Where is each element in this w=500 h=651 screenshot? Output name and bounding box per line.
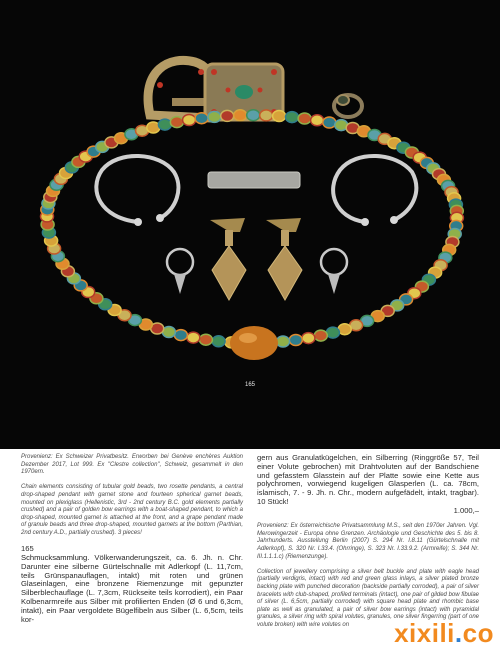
necklace-bead bbox=[286, 112, 299, 123]
necklace-bead bbox=[289, 335, 302, 346]
necklace-bead bbox=[338, 324, 351, 335]
mount-plate-icon bbox=[208, 172, 300, 188]
description-en: Chain elements consisting of tubular gold beads, two rosette pendants, a central drop-shaped pendant with garnet stone and fourteen spherical garnet beads, mounted on plexiglass (Hellenistic, 3rd - 2nd century B.C. gold elements partially crushed) and a pair of golden bow earrings with a boat-shaped pendant, to which a drop-shaped, mounted garnet is attached at the front, and a grape pendant made of granule beads and three drop-shaped, mounted garnets at the bottom (Parthian, 2nd century A.D., partially crushed). 3 pieces! bbox=[21, 484, 243, 536]
earring-icon bbox=[167, 249, 193, 294]
lot-title: Schmucksammlung. bbox=[21, 552, 90, 562]
right-column bbox=[257, 454, 479, 629]
necklace-bead bbox=[208, 111, 221, 122]
necklace-bead bbox=[187, 332, 200, 343]
lot-text: Völkerwanderungszeit, ca. 6. Jh. n. Chr. Darunter eine silberne Gürtelschnalle mit Adlerkopf (L. 11,7cm, teils Grünspanauflagen, intakt) mit roten und grünen Glaseinlagen, eine bronzene Riemenzunge mit gepunzter Silberblechauflage (L. 7,3cm, Rückseite teils korrodiert), ein Paar Kolbenarmreife aus Silber mit profilierten Enden (Ø 6 und 6,3cm, intakt), ein Paar vergoldete Bügelfibeln aus Silber (L. 6,5cm, teils kor- bbox=[21, 552, 243, 624]
fibula-icon bbox=[266, 218, 302, 300]
estimate-price: 1.000,– bbox=[453, 505, 479, 515]
necklace-bead bbox=[302, 333, 315, 344]
necklace-bead bbox=[326, 327, 339, 338]
bracelet-icon bbox=[96, 156, 178, 226]
necklace-pendant bbox=[230, 326, 278, 360]
necklace-bead bbox=[311, 115, 324, 126]
photo-lot-number: 165 bbox=[244, 382, 255, 388]
provenance-de: Provenienz: Ex Schweizer Privatbesitz. Erworben bei Genève enchères Auktion Dezember 2017, Lot 999. Ex "Clestre collection", Schweiz, gesammelt in den 1970ern. bbox=[21, 454, 243, 476]
left-column bbox=[21, 454, 243, 624]
necklace-bead bbox=[314, 330, 327, 341]
necklace-bead bbox=[158, 119, 171, 130]
necklace-bead bbox=[298, 113, 311, 124]
lot-number: 165 bbox=[21, 544, 34, 554]
necklace-bead bbox=[221, 110, 234, 121]
necklace-bead bbox=[199, 334, 212, 345]
watermark-logo: xixili.co bbox=[394, 618, 494, 648]
earring-icon bbox=[321, 249, 347, 294]
lot-text-continued: gern aus Granulatkügelchen, ein Silberring (Ringgröße 57, Teil einer Volute gebrochen) mit Drahtvoluten auf der Bandschiene und gefasstem Glasstein auf der Platte sowie eine Kette aus polychromen, vorwiegend kugeligen Glasperlen (L. ca. 78cm, islamisch, 7. - 9. Jh. n. Chr., modern aufgefädelt, intakt, tragbar). 10 Stück! bbox=[257, 453, 479, 506]
necklace-bead bbox=[174, 330, 187, 341]
provenance-de: Provenienz: Ex österreichische Privatsammlung M.S., seit den 1970er Jahren. Vgl. Merowingerzeit - Europa ohne Grenzen. Archäologie und Geschichte des 5. bis 8. Jahrhunderts. Ausstellung Berlin (2007) S. 294 Nr. I.8.11 (Gürtelschnalle mit Adlerkopf), S. 320 Nr. I.33.4. (Ohrringe), S. 323 Nr. I.33.9.2. (Armreife); S. 344 Nr. III.1.1.1.c) (Riemenzunge). bbox=[257, 523, 479, 560]
fibula-icon bbox=[210, 218, 246, 300]
ring-icon bbox=[334, 95, 362, 117]
bracelet-icon bbox=[333, 156, 416, 226]
necklace-bead bbox=[277, 336, 290, 347]
necklace-bead bbox=[170, 117, 183, 128]
necklace-bead bbox=[234, 110, 247, 121]
necklace-bead bbox=[260, 110, 273, 121]
bead-necklace-icon bbox=[41, 110, 464, 348]
necklace-bead bbox=[247, 110, 260, 121]
necklace-bead bbox=[195, 113, 208, 124]
necklace-bead bbox=[212, 336, 225, 347]
necklace-bead bbox=[273, 111, 286, 122]
description-en: Collection of jewellery comprising a silver belt buckle and plate with eagle head (partially verdigris, intact) with red and green glass inlays, a silver plated bronze backing plate with punched decoration (backside partially corroded), a pair of silver bracelets with club-shaped, profiled terminals (intact), one pair of gilded bow fibulae of silver (L. 6,5cm, partially corroded) with square head plate and rhombic base plate as well as granulated, a pair of silver bow earrings (intact) with pyramidal granules, a silver ring with spiral volutes, granules, one silver fingerring (part of one volute broken) with wire volutes on bbox=[257, 568, 479, 628]
necklace-bead bbox=[183, 115, 196, 126]
necklace-bead bbox=[323, 117, 336, 128]
